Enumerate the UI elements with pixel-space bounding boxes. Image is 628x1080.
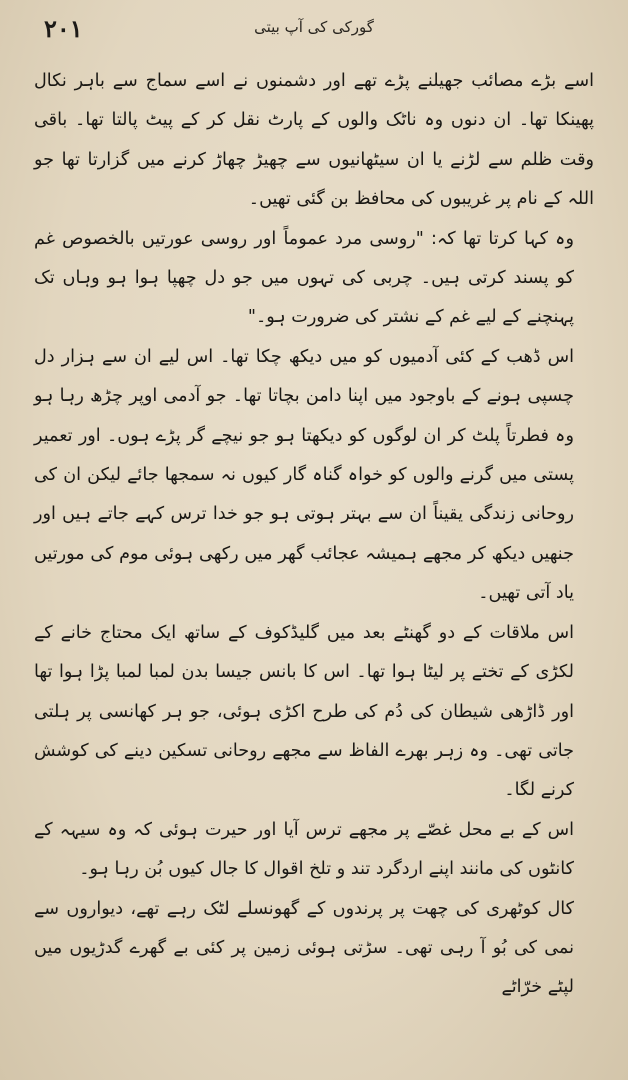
page-number: ٢٠١ — [44, 14, 83, 43]
paragraph: اس ڈھب کے کئی آدمیوں کو میں دیکھ چکا تھا۔ اس لیے ان سے ہزار دل چسپی ہونے کے باوجود میں اپنا دامن بچاتا تھا۔ جو آدمی اوپر چڑھ رہا ہو وہ فطرتاً پلٹ کر ان لوگوں کو دیکھتا ہو جو نیچے گر پڑے ہوں۔ اور تعمیر پستی میں گرنے والوں کو خواہ گناہ گار کیوں نہ سمجھا جائے لیکن ان کی روحانی زندگی یقیناً ان سے بہتر ہوتی ہو جو خدا ترس کہے جاتے ہیں اور جنھیں دیکھ کر مجھے ہمیشہ عجائب گھر میں رکھی ہوئی موم کی مورتیں یاد آتی تھیں۔ — [34, 346, 574, 604]
body-text — [34, 62, 594, 1070]
paragraph: اسے بڑے مصائب جھیلنے پڑے تھے اور دشمنوں نے اسے سماج سے باہر نکال پھینکا تھا۔ ان دنوں وہ ناٹک والوں کے پارٹ نقل کر کے پیٹ پالتا تھا۔ باقی وقت ظلم سے لڑنے یا ان سیٹھانیوں سے چھیڑ چھاڑ کرنے میں گزارتا تھا جو اللہ کے نام پر غریبوں کی محافظ بن گئی تھیں۔ — [34, 71, 594, 210]
paragraph: اس کے بے محل غصّے پر مجھے ترس آیا اور حیرت ہوئی کہ وہ سیہہ کے کانٹوں کی مانند اپنے اردگرد تند و تلخ اقوال کا جال کیوں بُن رہا ہو۔ — [34, 819, 574, 880]
running-title: گورکی کی آپ بیتی — [254, 18, 374, 36]
paragraph: وہ کہا کرتا تھا کہ: "روسی مرد عموماً اور روسی عورتیں بالخصوص غم کو پسند کرتی ہیں۔ چربی کی تہوں میں جو دل چھپا ہوا ہو وہاں تک پہنچنے کے لیے غم کے نشتر کی ضرورت ہو۔" — [34, 228, 574, 328]
paragraph: کال کوٹھری کی چھت پر پرندوں کے گھونسلے لٹک رہے تھے، دیواروں سے نمی کی بُو آ رہی تھی۔ سڑتی ہوئی زمین پر کئی بے گھرے گدڑیوں میں لپٹے خرّاٹے — [34, 898, 574, 998]
paragraph: اس ملاقات کے دو گھنٹے بعد میں گلیڈکوف کے ساتھ ایک محتاج خانے کے لکڑی کے تختے پر لیٹا ہوا تھا۔ اس کا بانس جیسا بدن لمبا لمبا پڑا ہوا تھا اور ڈاڑھی شیطان کی دُم کی طرح اکڑی ہوئی، جو ہر کھانسی پر ہلتی جاتی تھی۔ وہ زہر بھرے الفاظ سے مجھے روحانی تسکین دینے کی کوشش کرنے لگا۔ — [34, 622, 574, 801]
